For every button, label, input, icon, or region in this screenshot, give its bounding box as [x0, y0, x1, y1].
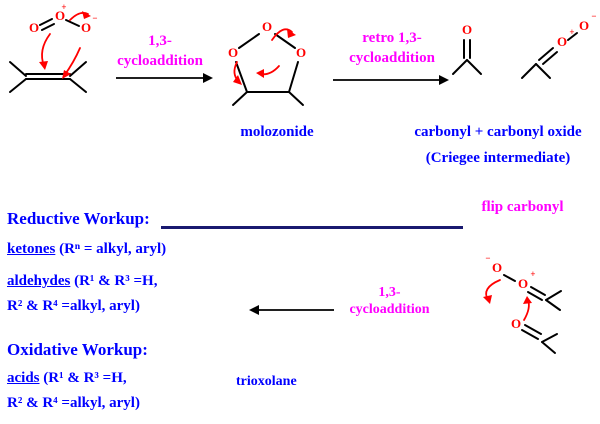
step2-label-line2: cycloaddition	[349, 50, 435, 66]
oxygen-atom-label: O	[261, 19, 273, 34]
curly-arrowhead	[523, 296, 532, 304]
oxygen-atom-label: O	[517, 276, 529, 291]
criegee-label-line1: carbonyl + carbonyl oxide	[414, 124, 582, 140]
minus-charge: −	[92, 13, 98, 23]
curly-arrowhead	[39, 61, 48, 70]
oxidative-acids-continuation: R² & R⁴ =alkyl, aryl)	[7, 395, 140, 411]
flip-carbonyl-label: flip carbonyl	[481, 199, 564, 215]
step1-label	[100, 31, 220, 71]
ketones-conditions: (Rⁿ = alkyl, aryl)	[55, 241, 167, 257]
plus-charge: +	[530, 269, 536, 279]
step1-reaction-arrow	[116, 73, 213, 83]
acids-conditions: (R¹ & R³ =H,	[39, 370, 127, 386]
aldehydes-word: aldehydes	[7, 273, 71, 289]
step2-label	[327, 28, 457, 68]
reductive-workup-title: Reductive Workup:	[7, 209, 150, 228]
step3-label	[337, 284, 442, 318]
minus-charge: −	[591, 11, 597, 21]
step1-label-line1: 1,3-	[148, 33, 172, 49]
curly-arrowhead	[82, 11, 91, 19]
step3-label-line1: 1,3-	[378, 285, 401, 300]
flipped-criegee-structure	[483, 253, 561, 353]
acids-word: acids	[7, 370, 40, 386]
oxygen-atom-label: O	[510, 316, 522, 331]
reductive-aldehydes-continuation: R² & R⁴ =alkyl, aryl)	[7, 298, 140, 314]
trioxolane-label: trioxolane	[236, 374, 297, 389]
oxidative-acids-line	[7, 370, 127, 387]
oxygen-atom-label: O	[227, 45, 239, 60]
reductive-aldehydes-line	[7, 273, 157, 290]
oxygen-atom-label: O	[491, 260, 503, 275]
plus-charge: +	[569, 27, 575, 37]
step2-label-line1: retro 1,3-	[362, 30, 422, 46]
oxidative-workup-title: Oxidative Workup:	[7, 340, 148, 359]
curly-arrowhead	[287, 29, 296, 38]
alkene-ozone-structure	[10, 2, 98, 92]
criegee-label-line2: (Criegee intermediate)	[425, 150, 571, 166]
oxygen-atom-label: O	[80, 20, 92, 35]
workup-arrow-line	[161, 226, 463, 229]
curly-arrowhead	[483, 295, 492, 304]
carbonyl-and-carbonyl-oxide-structure	[453, 11, 597, 78]
step2-reaction-arrow	[333, 75, 449, 85]
step3-reaction-arrow	[249, 305, 334, 315]
step1-label-line2: cycloaddition	[117, 53, 203, 69]
oxygen-atom-label: O	[28, 20, 40, 35]
oxygen-atom-label: O	[54, 8, 66, 23]
molozonide-label: molozonide	[240, 124, 314, 140]
reductive-ketones-line	[7, 241, 166, 258]
oxygen-atom-label: O	[461, 22, 473, 37]
oxygen-atom-label: O	[295, 45, 307, 60]
oxygen-atom-label: O	[556, 34, 568, 49]
oxygen-atom-label: O	[578, 18, 590, 33]
curly-arrowhead	[256, 69, 264, 78]
step3-label-line2: cycloaddition	[349, 302, 430, 317]
aldehydes-conditions: (R¹ & R³ =H,	[70, 273, 158, 289]
curly-arrow	[42, 34, 50, 66]
ketones-word: ketones	[7, 241, 56, 257]
plus-charge: +	[61, 2, 67, 12]
minus-charge: −	[485, 253, 491, 263]
molozonide-structure	[228, 19, 306, 105]
